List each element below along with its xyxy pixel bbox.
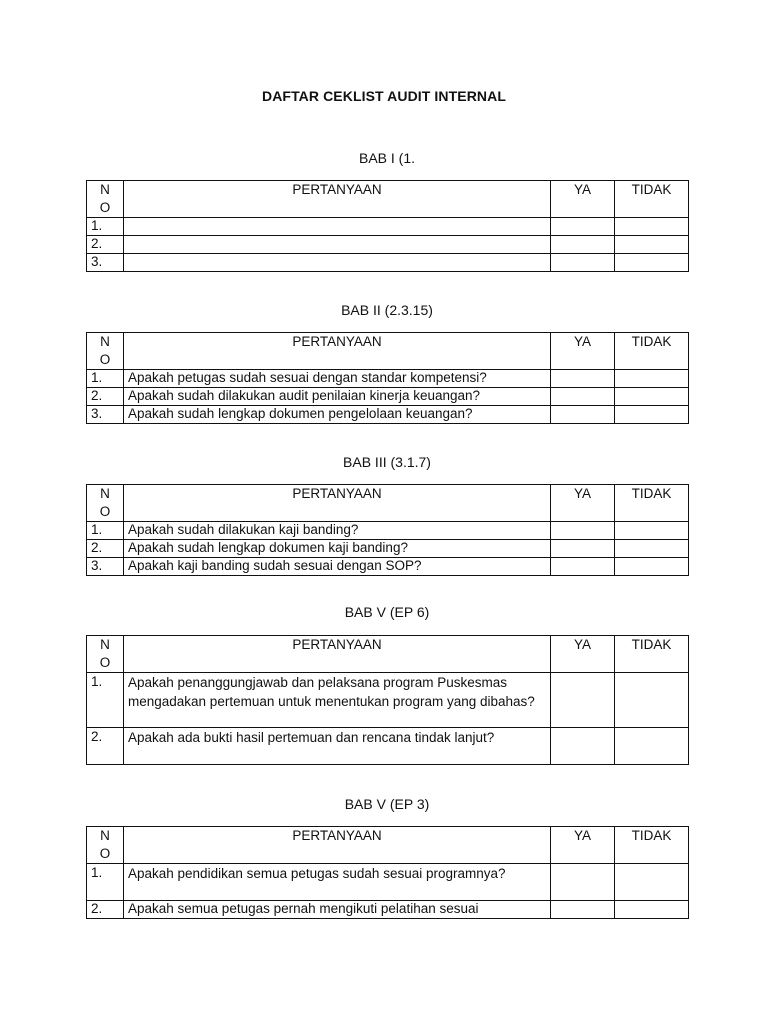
- table-row: [87, 522, 689, 540]
- no-cell[interactable]: [615, 673, 689, 728]
- row-number: 2.: [87, 540, 124, 558]
- row-question: Apakah sudah dilakukan audit penilaian kinerja keuangan?: [124, 388, 551, 406]
- table-header-row: [87, 827, 689, 864]
- header-no-answer: TIDAK: [615, 485, 689, 522]
- table-row: [87, 558, 689, 576]
- no-cell[interactable]: [615, 728, 689, 765]
- table-row: [87, 673, 689, 728]
- no-cell[interactable]: [615, 254, 689, 272]
- yes-cell[interactable]: [551, 901, 615, 919]
- checklist-table: [86, 826, 689, 919]
- row-question: Apakah kaji banding sudah sesuai dengan SOP?: [124, 558, 551, 576]
- yes-cell[interactable]: [551, 558, 615, 576]
- table-row: [87, 540, 689, 558]
- table-row: [87, 388, 689, 406]
- row-question: [124, 254, 551, 272]
- no-cell[interactable]: [615, 522, 689, 540]
- header-yes: YA: [551, 333, 615, 370]
- row-number: 3.: [87, 406, 124, 424]
- table-row: [87, 406, 689, 424]
- no-cell[interactable]: [615, 901, 689, 919]
- row-number: 1.: [87, 673, 124, 728]
- checklist-table: [86, 180, 689, 272]
- checklist-table: [86, 635, 689, 765]
- row-number: 3.: [87, 254, 124, 272]
- row-question: Apakah petugas sudah sesuai dengan standar kompetensi?: [124, 370, 551, 388]
- row-number: 1.: [87, 864, 124, 901]
- header-yes: YA: [551, 485, 615, 522]
- header-question: PERTANYAAN: [124, 636, 551, 673]
- row-number: 2.: [87, 388, 124, 406]
- row-question: Apakah pendidikan semua petugas sudah sesuai programnya?: [124, 864, 551, 901]
- row-question: Apakah sudah dilakukan kaji banding?: [124, 522, 551, 540]
- table-row: [87, 218, 689, 236]
- header-no-answer: TIDAK: [615, 827, 689, 864]
- table-row: [87, 864, 689, 901]
- table-row: [87, 728, 689, 765]
- table-row: [87, 254, 689, 272]
- table-header-row: [87, 333, 689, 370]
- header-no-line1: N: [100, 637, 110, 652]
- no-cell[interactable]: [615, 236, 689, 254]
- header-no: [87, 333, 124, 370]
- section-heading: BAB V (EP 6): [344, 604, 430, 620]
- header-no: [87, 827, 124, 864]
- header-no-line1: N: [100, 182, 110, 197]
- checklist-table: [86, 484, 689, 576]
- table-row: [87, 236, 689, 254]
- no-cell[interactable]: [615, 558, 689, 576]
- row-number: 1.: [87, 522, 124, 540]
- yes-cell[interactable]: [551, 218, 615, 236]
- header-no-answer: TIDAK: [615, 181, 689, 218]
- row-question: [124, 236, 551, 254]
- section-heading: BAB I (1.: [358, 150, 416, 166]
- header-no-line1: N: [100, 828, 110, 843]
- row-number: 2.: [87, 901, 124, 919]
- yes-cell[interactable]: [551, 864, 615, 901]
- no-cell[interactable]: [615, 388, 689, 406]
- no-cell[interactable]: [615, 218, 689, 236]
- row-question: Apakah ada bukti hasil pertemuan dan rencana tindak lanjut?: [124, 728, 551, 765]
- header-yes: YA: [551, 181, 615, 218]
- header-no-line2: O: [99, 846, 111, 861]
- header-question: PERTANYAAN: [124, 333, 551, 370]
- table-row: [87, 370, 689, 388]
- header-no-line2: O: [99, 655, 111, 670]
- header-no-line1: N: [100, 486, 110, 501]
- table-header-row: [87, 181, 689, 218]
- yes-cell[interactable]: [551, 522, 615, 540]
- no-cell[interactable]: [615, 370, 689, 388]
- header-yes: YA: [551, 827, 615, 864]
- header-no: [87, 636, 124, 673]
- row-number: 2.: [87, 728, 124, 765]
- no-cell[interactable]: [615, 864, 689, 901]
- section-heading: BAB III (3.1.7): [343, 454, 431, 470]
- yes-cell[interactable]: [551, 728, 615, 765]
- header-yes: YA: [551, 636, 615, 673]
- header-no: [87, 485, 124, 522]
- table-header-row: [87, 636, 689, 673]
- row-question: [124, 218, 551, 236]
- header-no-line1: N: [100, 334, 110, 349]
- checklist-table: [86, 332, 689, 424]
- header-no-answer: TIDAK: [615, 636, 689, 673]
- row-number: 2.: [87, 236, 124, 254]
- header-no: [87, 181, 124, 218]
- yes-cell[interactable]: [551, 236, 615, 254]
- row-question: Apakah sudah lengkap dokumen pengelolaan keuangan?: [124, 406, 551, 424]
- row-number: 1.: [87, 370, 124, 388]
- document-title: DAFTAR CEKLIST AUDIT INTERNAL: [262, 88, 506, 104]
- header-no-line2: O: [99, 504, 111, 519]
- row-question: Apakah semua petugas pernah mengikuti pelatihan sesuai: [124, 901, 551, 919]
- section-heading: BAB V (EP 3): [344, 796, 430, 812]
- no-cell[interactable]: [615, 540, 689, 558]
- header-no-line2: O: [99, 200, 111, 215]
- yes-cell[interactable]: [551, 406, 615, 424]
- row-question: Apakah sudah lengkap dokumen kaji banding?: [124, 540, 551, 558]
- yes-cell[interactable]: [551, 370, 615, 388]
- section-heading: BAB II (2.3.15): [341, 302, 433, 318]
- table-header-row: [87, 485, 689, 522]
- header-no-answer: TIDAK: [615, 333, 689, 370]
- header-question: PERTANYAAN: [124, 827, 551, 864]
- row-number: 3.: [87, 558, 124, 576]
- yes-cell[interactable]: [551, 388, 615, 406]
- header-question: PERTANYAAN: [124, 485, 551, 522]
- yes-cell[interactable]: [551, 673, 615, 728]
- no-cell[interactable]: [615, 406, 689, 424]
- yes-cell[interactable]: [551, 254, 615, 272]
- table-row: [87, 901, 689, 919]
- row-question: Apakah penanggungjawab dan pelaksana program Puskesmas mengadakan pertemuan untuk menentukan program yang dibahas?: [124, 673, 551, 728]
- row-number: 1.: [87, 218, 124, 236]
- header-no-line2: O: [99, 352, 111, 367]
- yes-cell[interactable]: [551, 540, 615, 558]
- header-question: PERTANYAAN: [124, 181, 551, 218]
